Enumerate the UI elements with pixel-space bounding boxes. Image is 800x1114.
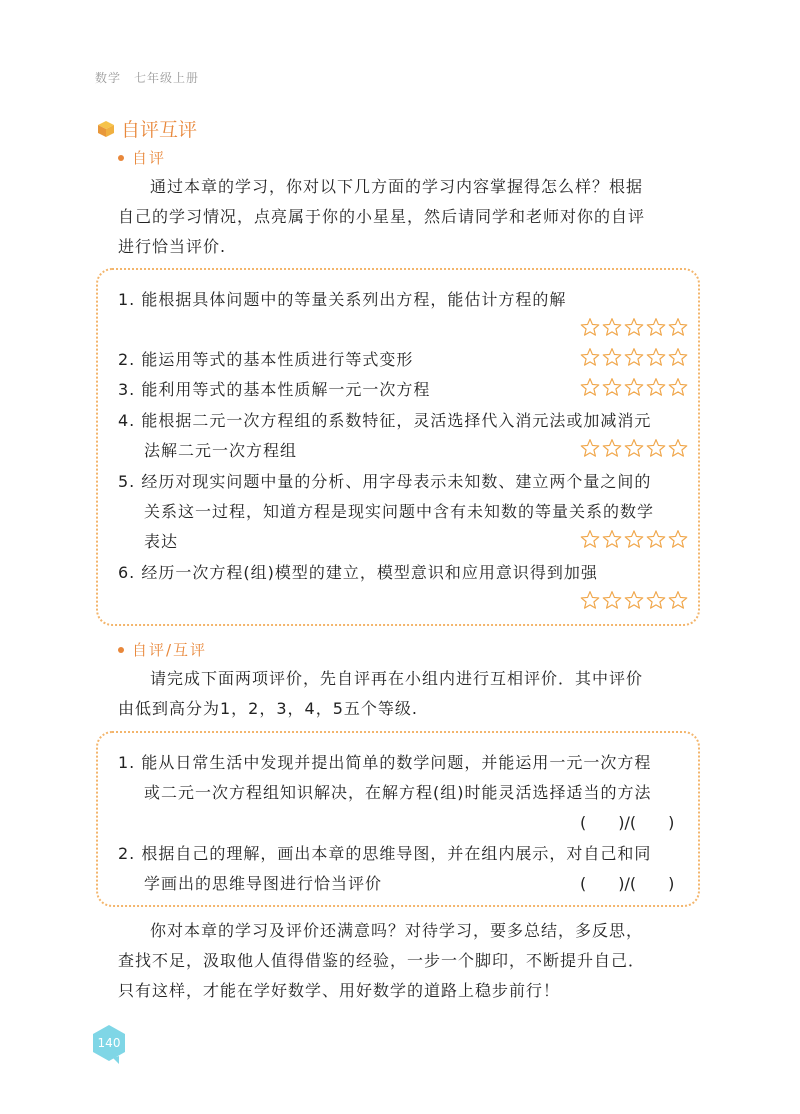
star-icon[interactable] [624, 438, 644, 458]
star-icon[interactable] [646, 347, 666, 367]
star-icon[interactable] [646, 317, 666, 337]
self-subtitle [118, 147, 166, 168]
self-intro-line: 通过本章的学习，你对以下几方面的学习内容掌握得怎么样？根据 [150, 177, 644, 196]
star-icon[interactable] [668, 347, 688, 367]
peer-item-1-cont: 或二元一次方程组知识解决，在解方程(组)时能灵活选择适当的方法 [144, 783, 652, 802]
peer-item-2-cont: 学画出的思维导图进行恰当评价 [144, 874, 383, 893]
page-number: 140 [97, 1036, 121, 1050]
peer-intro [118, 664, 698, 724]
self-eval-box [96, 268, 700, 626]
peer-intro-line: 由低到高分为1，2，3，4，5五个等级. [118, 699, 418, 718]
star-icon[interactable] [580, 377, 600, 397]
self-intro-line: 自己的学习情况，点亮属于你的小星星，然后请同学和老师对你的自评 [118, 207, 646, 226]
star-icon[interactable] [646, 377, 666, 397]
book-header: 数学 七年级上册 [95, 71, 200, 85]
star-icon[interactable] [580, 590, 600, 610]
page-number-badge [91, 1024, 127, 1060]
self-item-5-cont: 表达 [144, 532, 179, 551]
star-icon[interactable] [624, 529, 644, 549]
star-icon[interactable] [580, 347, 600, 367]
section-title-text: 自评互评 [121, 119, 198, 141]
star-icon[interactable] [624, 377, 644, 397]
star-rating-2[interactable] [580, 347, 688, 367]
self-item-4: 4. 能根据二元一次方程组的系数特征，灵活选择代入消元法或加减消元 [118, 411, 652, 430]
self-item-1: 1. 能根据具体问题中的等量关系列出方程，能估计方程的解 [118, 290, 567, 309]
star-icon[interactable] [580, 317, 600, 337]
closing-line: 查找不足，汲取他人值得借鉴的经验，一步一个脚印，不断提升自己． [118, 951, 646, 970]
peer-subtitle [118, 639, 207, 660]
self-item-3: 3. 能利用等式的基本性质解一元一次方程 [118, 380, 431, 399]
star-rating-3[interactable] [580, 377, 688, 397]
closing-line: 你对本章的学习及评价还满意吗？对待学习，要多总结，多反思， [150, 921, 644, 940]
self-item-5: 5. 经历对现实问题中量的分析、用字母表示未知数、建立两个量之间的 [118, 472, 652, 491]
star-icon[interactable] [668, 529, 688, 549]
star-icon[interactable] [668, 438, 688, 458]
closing-paragraph [118, 916, 698, 1006]
star-icon[interactable] [580, 529, 600, 549]
star-icon[interactable] [602, 529, 622, 549]
star-icon[interactable] [580, 438, 600, 458]
peer-intro-line: 请完成下面两项评价，先自评再在小组内进行互相评价．其中评价 [150, 669, 644, 688]
self-item-5-cont: 关系这一过程，知道方程是现实问题中含有未知数的等量关系的数学 [144, 502, 655, 521]
peer-item-2: 2. 根据自己的理解，画出本章的思维导图，并在组内展示，对自己和同 [118, 844, 652, 863]
star-icon[interactable] [602, 377, 622, 397]
bullet-dot-icon [118, 155, 124, 161]
self-item-4-cont: 法解二元一次方程组 [144, 441, 298, 460]
closing-line: 只有这样，才能在学好数学、用好数学的道路上稳步前行！ [118, 981, 561, 1000]
star-icon[interactable] [602, 317, 622, 337]
star-icon[interactable] [624, 590, 644, 610]
star-icon[interactable] [602, 347, 622, 367]
peer-item-1: 1. 能从日常生活中发现并提出简单的数学问题，并能运用一元一次方程 [118, 753, 652, 772]
self-item-2: 2. 能运用等式的基本性质进行等式变形 [118, 350, 414, 369]
self-item-6: 6. 经历一次方程(组)模型的建立，模型意识和应用意识得到加强 [118, 563, 598, 582]
star-rating-4[interactable] [580, 438, 688, 458]
star-icon[interactable] [646, 529, 666, 549]
star-icon[interactable] [646, 438, 666, 458]
self-intro [118, 172, 698, 262]
star-rating-6[interactable] [580, 590, 688, 610]
star-icon[interactable] [646, 590, 666, 610]
star-icon[interactable] [668, 590, 688, 610]
hexagon-badge-icon [91, 1024, 127, 1064]
rating-blank-1[interactable]: ( )/( ) [580, 813, 675, 832]
star-icon[interactable] [624, 347, 644, 367]
star-rating-1[interactable] [580, 317, 688, 337]
cube-icon [96, 119, 116, 139]
self-subtitle-text: 自评 [132, 149, 167, 167]
star-icon[interactable] [624, 317, 644, 337]
section-title [96, 115, 197, 142]
bullet-dot-icon [118, 647, 124, 653]
peer-eval-box [96, 731, 700, 907]
peer-subtitle-text: 自评/互评 [132, 641, 208, 659]
rating-blank-2[interactable]: ( )/( ) [580, 874, 675, 893]
self-intro-line: 进行恰当评价. [118, 237, 227, 256]
star-icon[interactable] [668, 377, 688, 397]
star-icon[interactable] [602, 590, 622, 610]
star-rating-5[interactable] [580, 529, 688, 549]
star-icon[interactable] [602, 438, 622, 458]
star-icon[interactable] [668, 317, 688, 337]
